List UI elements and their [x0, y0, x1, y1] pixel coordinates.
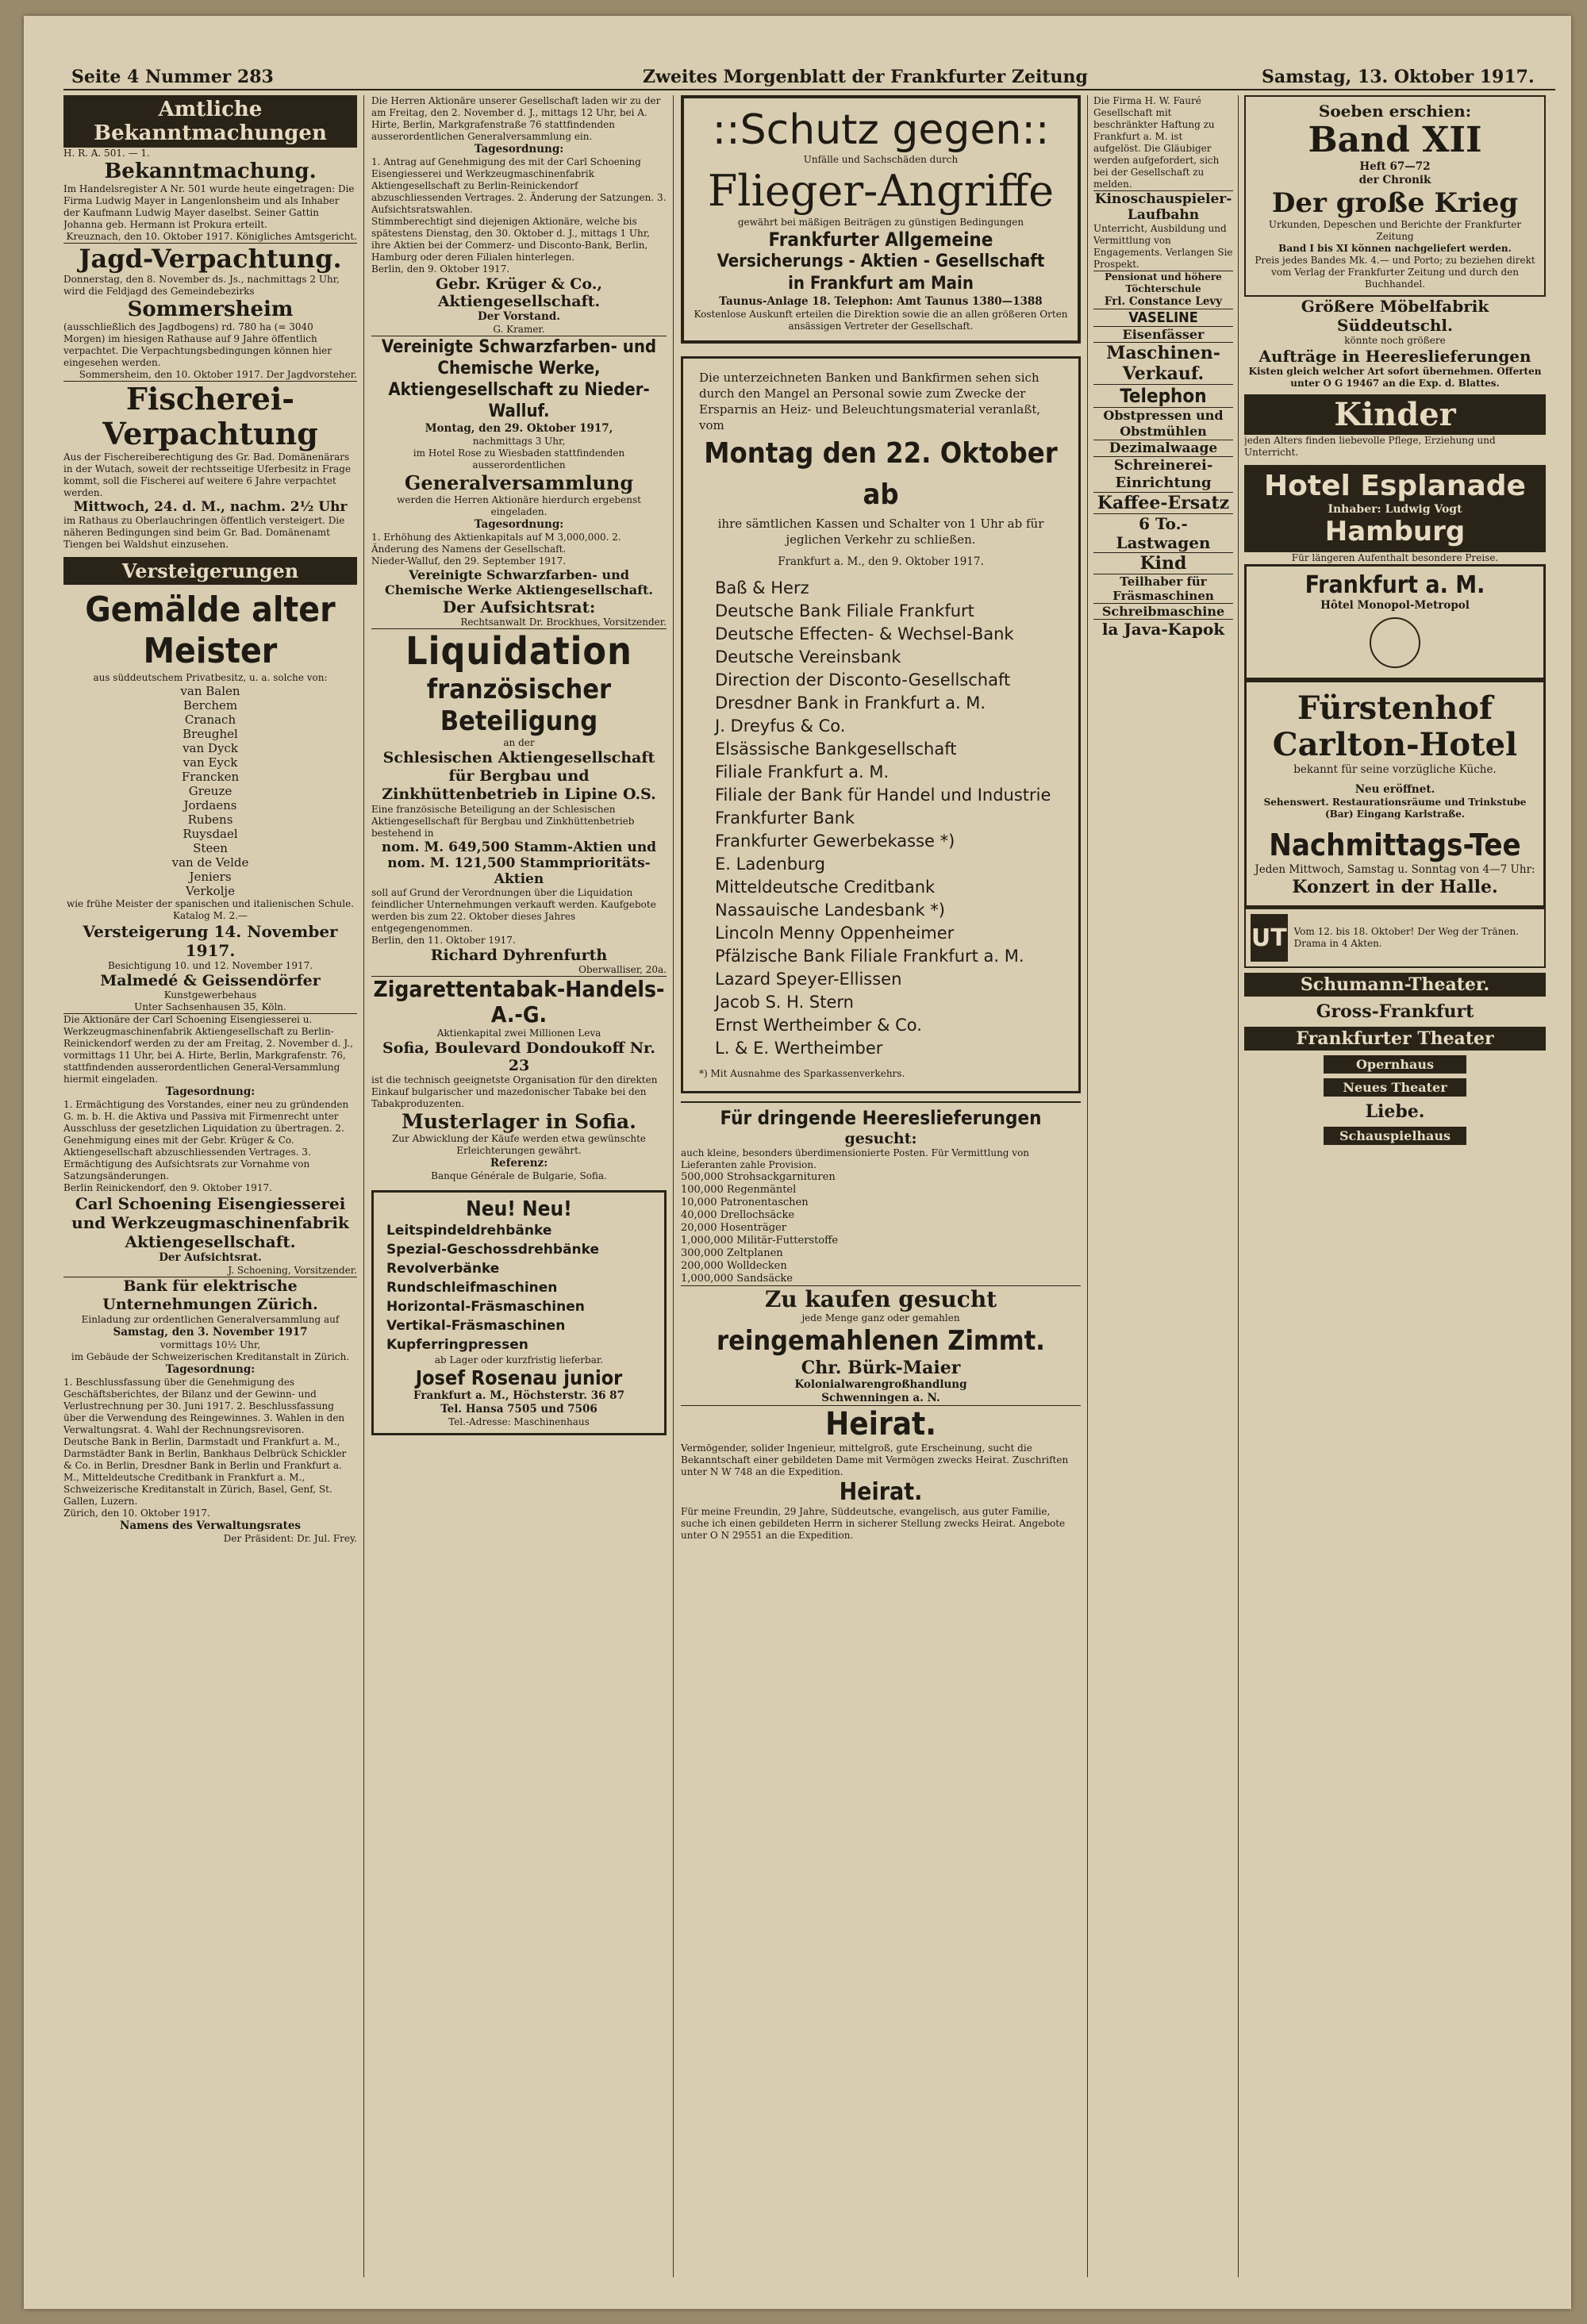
bank-name: Direction der Disconto-Gesellschaft: [715, 670, 1011, 690]
ut-text: Vom 12. bis 18. Oktober! Der Weg der Tränen. Drama in 4 Akten.: [1293, 926, 1520, 949]
bank-zurich-invitation: Einladung zur ordentlichen Generalversammlung auf: [81, 1314, 340, 1325]
agenda-heading: Tagesordnung:: [165, 1085, 256, 1098]
machine-item: Leitspindeldrehbänke: [386, 1223, 552, 1239]
chronicle-of: der Chronik: [1358, 174, 1431, 186]
fishing-lease-date: Mittwoch, 24. d. M., nachm. 2½ Uhr: [73, 499, 348, 515]
bank-zurich-sign-place: Zürich, den 10. Oktober 1917.: [63, 1508, 210, 1519]
new-theater-title: Neues Theater: [1324, 1078, 1466, 1097]
esplanade-city: Hamburg: [1324, 516, 1466, 547]
bank-zurich-sign: Namens des Verwaltungsrates: [119, 1519, 302, 1532]
tobacco-text: ist die technisch geeignetste Organisation für den direkten Einkauf bulgarischer und mazedonischer Tabake bei den Tabakproduzenten.: [371, 1074, 658, 1109]
banks-intro: Die unterzeichneten Banken und Bankfirmen sehen sich durch den Mangel an Personal sowie zum Zwecke der Ersparnis an Heiz- und Beleuchtungsmaterial veranlaßt, vom: [699, 371, 1041, 432]
chronicle-text: Urkunden, Depeschen und Berichte der Frankfurter Zeitung: [1268, 219, 1522, 242]
krueger-invitation: Die Herren Aktionäre unserer Gesellschaft laden wir zu der am Freitag, den 2. November d. J., mittags 12 Uhr, bei A. Hirte, Berlin, Markgrafenstraße 76 stattfindenden ausserordentlichen Generalversammlung ein.: [371, 95, 661, 142]
column-2: [371, 95, 667, 2277]
supply-item: 1,000,000 Sandsäcke: [681, 1273, 793, 1285]
fishing-lease-title: Fischerei-Verpachtung: [102, 381, 318, 451]
painter-name: van de Velde: [171, 855, 249, 870]
schwarz-date: Montag, den 29. Oktober 1917,: [425, 422, 613, 435]
bank-zurich-title: Bank für elektrische Unternehmungen Zürich.: [102, 1277, 318, 1313]
firm-dissolution: Die Firma H. W. Fauré Gesellschaft mit beschränkter Haftung zu Frankfurt a. M. ist aufgelöst. Die Gläubiger werden aufgefordert, sich bei der Gesellschaft zu melden.: [1093, 95, 1220, 190]
insurance-headline: ::Schutz gegen::: [712, 106, 1050, 154]
bank-name: Frankfurter Bank: [715, 809, 855, 828]
fishing-lease-text: Aus der Fischereiberechtigung des Gr. Bad. Domänenärars in der Wutach, soweit der rechtsseitige Uferbesitz in Frage kommt, soll die Fischerei auf weitere 6 Jahre verpachtet werden.: [63, 451, 352, 498]
painter-name: Cranach: [184, 713, 236, 727]
supply-item: 300,000 Zeltplanen: [681, 1247, 783, 1259]
telephone-title: Telephon: [1120, 385, 1207, 407]
ut-ad: [1244, 908, 1546, 968]
register-number: H. R. A. 501. — 1.: [63, 148, 150, 159]
liquidation-title: Liquidation: [405, 629, 632, 674]
carlton-title: Carlton-Hotel: [1272, 726, 1518, 763]
supply-item: 20,000 Hosenträger: [681, 1222, 786, 1234]
marriage-ad-2-title: Heirat.: [839, 1478, 923, 1506]
esplanade-ad: [1244, 465, 1546, 552]
hunting-lease-text-2: (ausschließlich des Jagdbogens) rd. 780 ha (= 3040 Morgen) im hiesigen Rathause auf 9 Jahre öffentlich verpachtet. Die Verpachtungsbedingungen können hier eingesehen werden.: [63, 321, 332, 368]
machine-item: Horizontal-Fräsmaschinen: [386, 1299, 585, 1315]
auction-viewing: Besichtigung 10. und 12. November 1917.: [107, 960, 313, 971]
tobacco-capital: Aktienkapital zwei Millionen Leva: [436, 1028, 601, 1039]
banks-footnote: *) Mit Ausnahme des Sparkassenverkehrs.: [699, 1068, 905, 1079]
fishing-lease-text-2: im Rathaus zu Oberlauchringen öffentlich versteigert. Die näheren Bedingungen sind beim Gr. Bad. Domänenamt Tiengen bei Waldshut einzusehen.: [63, 515, 345, 550]
insurance-firm-1: Frankfurter Allgemeine: [768, 229, 993, 251]
playhouse-title: Schauspielhaus: [1324, 1127, 1466, 1145]
bank-name: Baß & Herz: [715, 578, 809, 597]
painter-name: Verkolje: [186, 884, 235, 898]
esplanade-note: Für längeren Aufenthalt besondere Preise.: [1291, 552, 1499, 563]
schwarz-invitation: werden die Herren Aktionäre hierdurch ergebenst eingeladen.: [397, 494, 641, 517]
chronicle-title: Der große Krieg: [1271, 187, 1519, 219]
krueger-signature: G. Kramer.: [493, 324, 545, 335]
machine-item: Vertikal-Fräsmaschinen: [386, 1318, 566, 1334]
bank-name: E. Ladenburg: [715, 855, 825, 874]
painter-name: Jordaens: [183, 798, 237, 812]
agenda-heading: Tagesordnung:: [165, 1363, 256, 1376]
insurance-firm-2: Versicherungs - Aktien - Gesellschaft: [717, 252, 1045, 271]
schoening-invitation: Die Aktionäre der Carl Schoening Eisengiesserei u. Werkzeugmaschinenfabrik Aktiengesellschaft zu Berlin-Reinickendorf werden zu der am Freitag, 2. November d. J., vormittags 11 Uhr, bei A. Hirte, Berlin, Markgrafenstr. 76, stattfindenden ausserordentlichen General-Versammlung hiermit eingeladen.: [63, 1014, 353, 1085]
cinnamon-firm: Chr. Bürk-Maier: [801, 1358, 961, 1378]
supply-item: 10,000 Patronentaschen: [681, 1197, 809, 1208]
machine-item: Kupferringpressen: [386, 1337, 528, 1353]
liquidation-place: Berlin, den 11. Oktober 1917.: [371, 935, 516, 946]
hunting-lease-place: Sommersheim: [127, 298, 294, 321]
rosenau-ad: [371, 1190, 667, 1435]
machine-item: Revolverbänke: [386, 1261, 500, 1277]
painter-name: Ruysdael: [183, 827, 238, 841]
notice-text: Im Handelsregister A Nr. 501 wurde heute eingetragen: Die Firma Ludwig Mayer in Langenlonsheim und als Inhaber der Kaufmann Ludwig Mayer daselbst. Seiner Gattin Johanna geb. Hermann ist Prokura erteilt.: [63, 183, 355, 230]
liquidation-stock-1: nom. M. 649,500 Stamm-Aktien und: [381, 839, 657, 855]
monopol-city: Frankfurt a. M.: [1305, 571, 1485, 599]
children-text: jeden Alters finden liebevolle Pflege, Erziehung und Unterricht.: [1244, 435, 1496, 458]
schwarz-board: Der Aufsichtsrat:: [442, 597, 596, 617]
tobacco-sample: Musterlager in Sofia.: [402, 1110, 636, 1133]
rosenau-phone: Tel. Hansa 7505 und 7506: [440, 1403, 598, 1416]
bank-name: Ernst Wertheimber & Co.: [715, 1016, 922, 1035]
schwarz-time: nachmittags 3 Uhr,: [472, 436, 566, 447]
insurance-firm-3: in Frankfurt am Main: [788, 274, 974, 294]
frankfurt-theater-title: Frankfurter Theater: [1244, 1027, 1546, 1051]
child-title: Kind: [1139, 553, 1187, 574]
furniture-factory-text-2: Kisten gleich welcher Art sofort übernehmen. Offerten unter O G 19467 an die Exp. d. Blattes.: [1248, 366, 1542, 389]
schwarz-place: im Hotel Rose zu Wiesbaden stattfindenden ausserordentlichen: [413, 448, 625, 471]
typewriter-title: Schreibmaschine: [1101, 604, 1225, 619]
bank-name: Jacob S. H. Stern: [715, 993, 854, 1012]
bank-zurich-president: Der Präsident: Dr. Jul. Frey.: [223, 1533, 357, 1544]
concert-title: Konzert in der Halle.: [1292, 877, 1498, 897]
column-1: [63, 95, 357, 2277]
scale-title: Dezimalwaage: [1109, 440, 1218, 456]
krueger-voting: Stimmberechtigt sind diejenigen Aktionäre, welche bis spätestens Dienstag, den 30. Oktober d. J., mittags 1 Uhr, ihre Aktien bei der Commerz- und Disconto-Bank, Berlin, Hamburg oder deren Filialen hinterlegen.: [371, 216, 650, 263]
bank-name: Nassauische Landesbank *): [715, 901, 945, 920]
painter-name: Greuze: [188, 784, 232, 798]
esplanade-title: Hotel Esplanade: [1264, 470, 1526, 502]
banks-notice: [681, 356, 1081, 1093]
column-3: [681, 95, 1081, 2277]
military-supplies-list: [681, 1171, 1081, 1285]
furniture-factory-orders: Aufträge in Heereslieferungen: [1258, 347, 1531, 366]
auction-subtitle: aus süddeutschem Privatbesitz, u. a. solche von:: [93, 672, 328, 683]
cinnamon-wanted: Zu kaufen gesucht: [764, 1286, 997, 1312]
auction-address: Unter Sachsenhausen 35, Köln.: [134, 1001, 286, 1012]
insurance-ad: [681, 95, 1081, 344]
bank-name: Lincoln Menny Oppenheimer: [715, 924, 955, 943]
bank-name: Deutsche Bank Filiale Frankfurt: [715, 601, 974, 620]
supply-item: 500,000 Strohsackgarnituren: [681, 1171, 836, 1183]
furniture-factory-text: könnte noch größere: [1344, 335, 1446, 346]
military-supplies-title: Für dringende Heereslieferungen: [681, 1101, 1081, 1130]
banks-place: Frankfurt a. M., den 9. Oktober 1917.: [778, 555, 984, 568]
schumann-theater-title: Schumann-Theater.: [1244, 973, 1546, 997]
column-4: [1093, 95, 1233, 2277]
bank-name: L. & E. Wertheimber: [715, 1039, 883, 1058]
insurance-sub: Unfälle und Sachschäden durch: [803, 154, 959, 165]
bank-name: Mitteldeutsche Creditbank: [715, 878, 936, 897]
rosenau-telegram: Tel.-Adresse: Maschinenhaus: [448, 1416, 590, 1427]
painter-name: van Eyck: [183, 755, 238, 770]
liquidation-signature-2: Oberwalliser, 20a.: [578, 964, 667, 975]
marriage-ad-title: Heirat.: [825, 1406, 936, 1442]
painter-name: van Dyck: [183, 741, 238, 755]
bank-name: Elsässische Bankgesellschaft: [715, 739, 957, 759]
section-heading-amtliche: Amtliche Bekanntmachungen: [63, 95, 357, 148]
chronicle-issue: Heft 67—72: [1359, 160, 1431, 173]
schwarz-gv: Generalversammlung: [404, 471, 634, 494]
chronicle-text-2: Band I bis XI können nachgeliefert werden.: [1278, 243, 1512, 254]
issue-date: Samstag, 13. Oktober 1917.: [1262, 67, 1535, 87]
monopol-ad: [1244, 564, 1546, 680]
auction-firm: Malmedé & Geissendörfer: [100, 972, 321, 989]
schoening-agenda: 1. Ermächtigung des Vorstandes, einer neu zu gründenden G. m. b. H. die Aktiva und Passiva mit Firmenrecht unter Ausschluss der gesetzlichen Liquidation zu übertragen. 2. Genehmigung eines mit der Gebr. Krüger & Co. Aktiengesellschaft abzuschliessenden Vertrages. 3. Ermächtigung des Aufsichtsrats zur Vornahme von Satzungsänderungen.: [63, 1099, 349, 1181]
newspaper-page: [24, 16, 1571, 2309]
machine-item: Spezial-Geschossdrehbänke: [386, 1242, 600, 1258]
cinnamon-title: reingemahlenen Zimmt.: [717, 1325, 1045, 1357]
painter-name: Jeniers: [189, 870, 232, 884]
tobacco-reference-2: Banque Générale de Bulgarie, Sofia.: [431, 1170, 607, 1181]
film-career-title: Kinoschauspieler-Laufbahn: [1094, 191, 1232, 223]
painter-name: Steen: [193, 841, 228, 855]
liquidation-text-2: soll auf Grund der Verordnungen über die Liquidation feindlicher Unternehmungen verkauft werden. Kaufgebote werden bis zum 22. Oktober dieses Jahres entgegengenommen.: [371, 887, 656, 934]
painter-name: van Balen: [180, 684, 240, 698]
bank-zurich-time: vormittags 10½ Uhr,: [159, 1339, 261, 1350]
afternoon-tea-title: Nachmittags-Tee: [1269, 828, 1521, 862]
monopol-hotel: Hôtel Monopol-Metropol: [1320, 599, 1470, 612]
bank-name: Lazard Speyer-Ellissen: [715, 970, 902, 989]
girls-school-title: Pensionat und höhere Töchterschule: [1105, 271, 1222, 294]
bank-zurich-place: im Gebäude der Schweizerischen Kreditanstalt in Zürich.: [71, 1351, 350, 1362]
play-liebe-title: Liebe.: [1365, 1101, 1425, 1122]
liquidation-stock-2: nom. M. 121,500 Stammprioritäts-Aktien: [387, 855, 651, 887]
insurance-text: gewährt bei mäßigen Beiträgen zu günstigen Bedingungen: [737, 217, 1024, 228]
painter-name: Rubens: [187, 812, 233, 827]
machine-sale-title: Maschinen-Verkauf.: [1106, 343, 1220, 384]
insurance-foot: Kostenlose Auskunft erteilen die Direktion sowie die an allen größeren Orten ansässigen Vertreter der Gesellschaft.: [694, 309, 1068, 332]
bank-name: Deutsche Vereinsbank: [715, 647, 901, 666]
schoening-board: Der Aufsichtsrat.: [159, 1251, 262, 1264]
film-career-text: Unterricht, Ausbildung und Vermittlung von Engagements. Verlangen Sie Prospekt.: [1093, 223, 1233, 270]
fuerstenhof-ad: [1244, 680, 1546, 908]
section-heading-versteigerungen: Versteigerungen: [63, 557, 357, 585]
chronicle-volume: Band XII: [1308, 120, 1482, 160]
liquidation-text: Eine französische Beteiligung an der Schlesischen Aktiengesellschaft für Bergbau und Zinkhüttenbetrieb bestehend in: [371, 804, 635, 839]
machine-item: Rundschleifmaschinen: [386, 1280, 558, 1296]
gross-frankfurt-title: Gross-Frankfurt: [1316, 1001, 1474, 1022]
girls-school-name: Frl. Constance Levy: [1104, 295, 1223, 308]
iron-barrels-title: Eisenfässer: [1122, 327, 1205, 342]
supply-item: 1,000,000 Militär-Futterstoffe: [681, 1235, 839, 1247]
rosenau-firm: Josef Rosenau junior: [415, 1366, 623, 1389]
hotel-crest-icon: [1370, 617, 1420, 668]
opera-house-title: Opernhaus: [1324, 1055, 1466, 1074]
supply-item: 200,000 Wolldecken: [681, 1260, 787, 1272]
painter-list: [63, 684, 357, 898]
agenda-heading: Tagesordnung:: [474, 143, 564, 156]
new-banner: Neu! Neu!: [466, 1197, 572, 1221]
krueger-agenda: 1. Antrag auf Genehmigung des mit der Carl Schoening Eisengiesserei und Werkzeugmaschinenfabrik Aktiengesellschaft zu Berlin-Reinickendorf abzuschliessenden Vertrages. 2. Änderung der Satzungen. 3. Aufsichtsratswahlen.: [371, 156, 667, 215]
krueger-board: Der Vorstand.: [478, 310, 560, 323]
rosenau-address: Frankfurt a. M., Höchsterstr. 36 87: [413, 1389, 624, 1402]
banks-date: Montag den 22. Oktober ab: [704, 437, 1058, 511]
hunting-lease-signature: Sommersheim, den 10. Oktober 1917. Der Jagdvorsteher.: [79, 369, 357, 380]
supply-item: 100,000 Regenmäntel: [681, 1184, 797, 1196]
hunting-lease-title: Jagd-Verpachtung.: [79, 244, 342, 274]
liquidation-firm: Schlesischen Aktiengesellschaft für Bergbau und Zinkhüttenbetrieb in Lipine O.S.: [382, 749, 656, 803]
chronicle-price: Preis jedes Bandes Mk. 4.— und Porto; zu beziehen direkt vom Verlag der Frankfurter Zeitung und durch den Buchhandel.: [1255, 255, 1535, 290]
tobacco-reference: Referenz:: [490, 1157, 548, 1170]
newspaper-title: Zweites Morgenblatt der Frankfurter Zeitung: [643, 67, 1088, 87]
tobacco-text-2: Zur Abwicklung der Käufe werden etwa gewünschte Erleichterungen gewährt.: [391, 1133, 647, 1156]
painter-name: Breughel: [183, 727, 238, 741]
agenda-heading: Tagesordnung:: [474, 518, 564, 531]
military-supplies-wanted: gesucht:: [844, 1130, 917, 1147]
masthead-rule: [63, 89, 1555, 90]
notice-title: Bekanntmachung.: [104, 159, 317, 183]
cinnamon-firm-2: Kolonialwarengroßhandlung: [794, 1378, 967, 1391]
afternoon-tea-text: Jeden Mittwoch, Samstag u. Sonntag von 4—7 Uhr:: [1255, 863, 1535, 876]
liquidation-an: an der: [503, 737, 535, 748]
truck-title: 6 To.-Lastwagen: [1116, 514, 1211, 552]
bank-list: [699, 577, 1062, 1060]
masthead: [24, 16, 1571, 91]
liquidation-subtitle: französischer Beteiligung: [426, 674, 612, 737]
kapok-title: la Java-Kapok: [1101, 620, 1225, 639]
bank-zurich-depositories: Deutsche Bank in Berlin, Darmstadt und Frankfurt a. M., Darmstädter Bank in Berlin, Bankhaus Delbrück Schickler & Co. in Berlin, Dresdner Bank in Berlin und Frankfurt a. M., Mitteldeutsche Creditbank in Frankfurt a. M., Schweizerische Kreditanstalt in Zürich, Basel, Genf, St. Gallen, Luzern.: [63, 1436, 347, 1507]
schwarz-agenda: 1. Erhöhung des Aktienkapitals auf M 3,000,000. 2. Änderung des Namens der Gesellschaft.: [371, 532, 621, 555]
bank-name: Pfälzische Bank Filiale Frankfurt a. M.: [715, 947, 1024, 966]
column-rule: [363, 95, 364, 2277]
fuerstenhof-title: Fürstenhof: [1297, 690, 1493, 727]
column-rule: [673, 95, 674, 2277]
carpentry-title: Schreinerei-Einrichtung: [1113, 457, 1213, 491]
children-title: Kinder: [1244, 394, 1546, 435]
furniture-factory-title: Größere Möbelfabrik Süddeutschl.: [1301, 297, 1489, 335]
marriage-ad-2-text: Für meine Freundin, 29 Jahre, Süddeutsche, evangelisch, aus guter Familie, suche ich einen gebildeten Herrn in sicherer Stellung zwecks Heirat. Angebote unter O N 29551 an die Expedition.: [681, 1506, 1066, 1541]
column-rule: [1087, 95, 1088, 2277]
liquidation-signature: Richard Dyhrenfurth: [430, 947, 608, 964]
banks-text: ihre sämtlichen Kassen und Schalter von 1 Uhr ab für jeglichen Verkehr zu schließen.: [717, 517, 1044, 547]
notice-signature: Kreuznach, den 10. Oktober 1917. Königliches Amtsgericht.: [66, 231, 357, 242]
partner-title: Teilhaber für Fräsmaschinen: [1112, 574, 1214, 603]
bank-name: Deutsche Effecten- & Wechsel-Bank: [715, 624, 1014, 643]
krueger-place: Berlin, den 9. Oktober 1917.: [371, 263, 510, 275]
machine-stock: ab Lager oder kurzfristig lieferbar.: [434, 1354, 604, 1366]
ut-logo-icon: UT: [1251, 914, 1288, 962]
bank-name: Frankfurter Gewerbekasse *): [715, 832, 955, 851]
schoening-firm: Carl Schoening Eisengiesserei und Werkzeugmaschinenfabrik Aktiengesellschaft.: [71, 1194, 349, 1251]
bank-name: Filiale der Bank für Handel und Industrie: [715, 786, 1051, 805]
cinnamon-city: Schwenningen a. N.: [821, 1392, 940, 1404]
bank-name: J. Dreyfus & Co.: [715, 716, 846, 736]
fruit-press-title: Obstpressen und Obstmühlen: [1103, 408, 1224, 439]
esplanade-owner: Inhaber: Ludwig Vogt: [1328, 503, 1462, 516]
insurance-title: Flieger-Angriffe: [707, 166, 1055, 216]
auction-date: Versteigerung 14. November 1917.: [83, 922, 338, 960]
supply-item: 40,000 Drellochsäcke: [681, 1209, 795, 1221]
painter-name: Francken: [181, 770, 240, 784]
schoening-signature: J. Schoening, Vorsitzender.: [228, 1265, 357, 1276]
schwarz-sign-place: Nieder-Walluf, den 29. September 1917.: [371, 555, 567, 567]
tobacco-address: Sofia, Boulevard Dondoukoff Nr. 23: [382, 1039, 655, 1074]
hunting-lease-text: Donnerstag, den 8. November ds. Js., nachmittags 2 Uhr, wird die Feldjagd des Gemeindebezirks: [63, 274, 340, 297]
tobacco-title: Zigarettentabak-Handels-A.-G.: [373, 976, 665, 1028]
fuerstenhof-text: bekannt für seine vorzügliche Küche.: [1293, 763, 1497, 776]
column-5: [1244, 95, 1546, 2277]
auction-firm-sub: Kunstgewerbehaus: [163, 989, 257, 1001]
schoening-place: Berlin Reinickendorf, den 9. Oktober 1917.: [63, 1182, 272, 1193]
schwarz-title: Vereinigte Schwarzfarben- und Chemische Werke, Aktiengesellschaft zu Nieder-Walluf.: [381, 337, 657, 421]
painter-name: Berchem: [183, 698, 238, 713]
cinnamon-sub: jede Menge ganz oder gemahlen: [801, 1312, 960, 1323]
schwarz-signature: Rechtsanwalt Dr. Brockhues, Vorsitzender.: [460, 617, 667, 628]
fuerstenhof-text-2: Sehenswert. Restaurationsräume und Trinkstube (Bar) Eingang Karlstraße.: [1263, 797, 1527, 820]
war-chronicle-ad: [1244, 95, 1546, 297]
schwarz-firm: Vereinigte Schwarzfarben- und Chemische Werke Aktiengesellschaft.: [385, 567, 653, 597]
chronicle-just-published: Soeben erschien:: [1318, 102, 1472, 121]
insurance-address: Taunus-Anlage 18. Telephon: Amt Taunus 1380—1388: [719, 295, 1043, 308]
bank-name: Dresdner Bank in Frankfurt a. M.: [715, 693, 986, 713]
coffee-substitute-title: Kaffee-Ersatz: [1097, 493, 1230, 513]
bank-zurich-date: Samstag, den 3. November 1917: [113, 1326, 308, 1339]
bank-zurich-agenda: 1. Beschlussfassung über die Genehmigung des Geschäftsberichtes, der Bilanz und der Gewinn- und Verlustrechnung per 30. Juni 1917. 2. Beschlussfassung über die Verwendung des Reingewinnes. 3. Wahlen in den Verwaltungsrat. 4. Wahl der Rechnungsrevisoren.: [63, 1377, 345, 1435]
military-supplies-text: auch kleine, besonders überdimensionierte Posten. Für Vermittlung von Lieferanten zahle Provision.: [681, 1147, 1030, 1170]
auction-title: Gemälde alter Meister: [85, 590, 336, 671]
machine-list: [378, 1221, 659, 1354]
fuerstenhof-new: Neu eröffnet.: [1355, 783, 1435, 796]
krueger-firm: Gebr. Krüger & Co., Aktiengesellschaft.: [436, 275, 602, 310]
column-rule: [1238, 95, 1239, 2277]
auction-tail: wie frühe Meister der spanischen und italienischen Schule. Katalog M. 2.—: [66, 898, 355, 921]
bank-name: Filiale Frankfurt a. M.: [715, 763, 890, 782]
page-number: Seite 4 Nummer 283: [71, 67, 274, 87]
marriage-ad-text: Vermögender, solider Ingenieur, mittelgroß, gute Erscheinung, sucht die Bekanntschaft einer gebildeten Dame mit Vermögen zwecks Heirat. Zuschriften unter N W 748 an die Expedition.: [681, 1442, 1069, 1477]
vaseline-title: VASELINE: [1128, 309, 1198, 326]
